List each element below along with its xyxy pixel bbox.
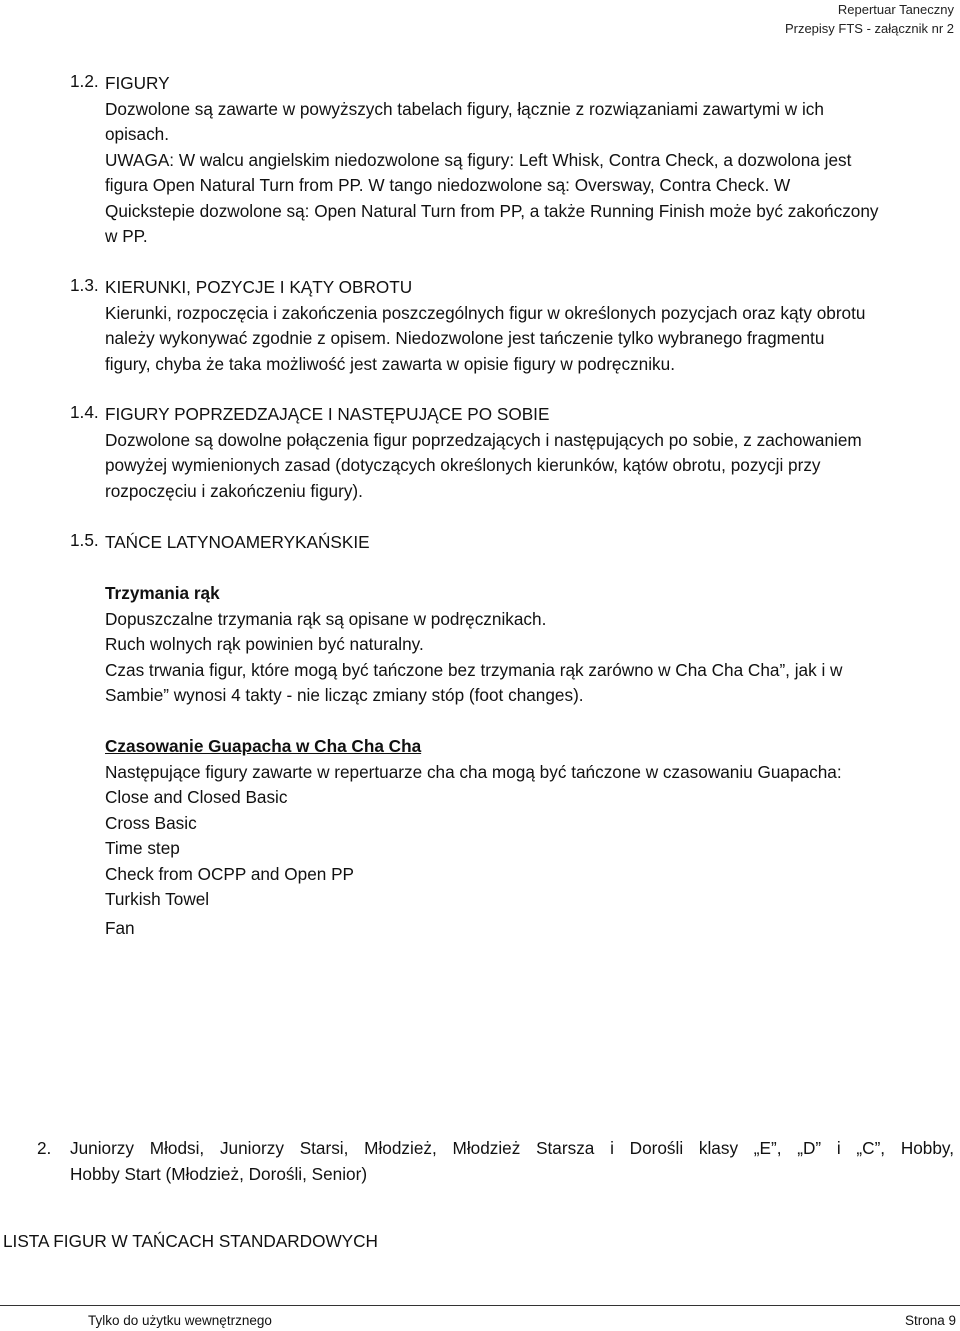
page-number: Strona 9	[904, 1313, 956, 1328]
guapacha-block	[105, 734, 842, 913]
section-text-line: należy wykonywać zgodnie z opisem. Niedozwolone jest tańczenie tylko wybranego fragmentu	[105, 328, 825, 348]
hand-holds-block	[105, 581, 842, 709]
section-text-line: w PP.	[105, 226, 148, 246]
section-1-2	[105, 71, 879, 250]
hand-holds-line: Dopuszczalne trzymania rąk są opisane w podręcznikach.	[105, 608, 547, 629]
section-1-3	[105, 275, 865, 377]
section-2-line: Hobby Start (Młodzież, Dorośli, Senior)	[70, 1163, 368, 1184]
header-subtitle: Przepisy FTS - załącznik nr 2	[784, 21, 954, 36]
figure-item: Turkish Towel	[105, 889, 210, 909]
section-title-1-5: TAŃCE LATYNOAMERYKAŃSKIE	[105, 532, 370, 552]
section-title: FIGURY	[105, 73, 170, 93]
section-text-line: Kierunki, rozpoczęcia i zakończenia poszczególnych figur w określonych pozycjach oraz kąty obrotu	[105, 302, 866, 323]
section-text-line: Dozwolone są zawarte w powyższych tabelach figury, łącznie z rozwiązaniami zawartymi w ich	[105, 98, 824, 119]
section-text-line: Quickstepie dozwolone są: Open Natural Turn from PP, a także Running Finish może być zakończony	[105, 200, 879, 221]
hand-holds-line: Sambie” wynosi 4 takty - nie licząc zmiany stóp (foot changes).	[105, 685, 584, 705]
hand-holds-line: Ruch wolnych rąk powinien być naturalny.	[105, 634, 424, 654]
section-number-2: 2.	[37, 1138, 52, 1158]
section-text-line: figury, chyba że taka możliwość jest zawarta w opisie figury w podręczniku.	[105, 353, 675, 374]
header-title: Repertuar Taneczny	[837, 2, 954, 17]
footer-divider	[0, 1305, 960, 1306]
guapacha-heading: Czasowanie Guapacha w Cha Cha Cha	[105, 736, 422, 756]
section-number-1-5: 1.5.	[70, 530, 99, 550]
section-1-4	[105, 402, 862, 504]
figure-item: Time step	[105, 838, 180, 858]
section-title: FIGURY POPRZEDZAJĄCE I NASTĘPUJĄCE PO SOBIE	[105, 404, 550, 424]
section-number-1-2: 1.2.	[70, 71, 99, 91]
figure-item: Cross Basic	[105, 812, 197, 833]
section-title: KIERUNKI, POZYCJE I KĄTY OBROTU	[105, 277, 413, 297]
list-title: LISTA FIGUR W TAŃCACH STANDARDOWYCH	[3, 1231, 378, 1251]
section-text-line: figura Open Natural Turn from PP. W tango niedozwolone są: Oversway, Contra Check. W	[105, 175, 791, 195]
section-number-1-4: 1.4.	[70, 402, 99, 422]
section-text-line: UWAGA: W walcu angielskim niedozwolone są figury: Left Whisk, Contra Check, a dozwolona jest	[105, 149, 852, 170]
section-text-line: Dozwolone są dowolne połączenia figur poprzedzających i następujących po sobie, z zachowaniem	[105, 429, 862, 450]
section-text-line: rozpoczęciu i zakończeniu figury).	[105, 480, 363, 501]
figure-item: Fan	[105, 918, 135, 938]
figure-item: Check from OCPP and Open PP	[105, 863, 355, 884]
section-text-line: powyżej wymienionych zasad (dotyczących określonych kierunków, kątów obrotu, pozycji przy	[105, 455, 821, 475]
section-number-1-3: 1.3.	[70, 275, 99, 295]
hand-holds-heading: Trzymania rąk	[105, 583, 220, 603]
section-2-line: Juniorzy Młodsi, Juniorzy Starsi, Młodzież, Młodzież Starsza i Dorośli klasy „E”, „D” i „C”, Hobby,	[70, 1138, 954, 1158]
section-2-heading	[70, 1136, 954, 1187]
guapacha-intro: Następujące figury zawarte w repertuarze cha cha mogą być tańczone w czasowaniu Guapacha:	[105, 761, 842, 782]
hand-holds-line: Czas trwania figur, które mogą być tańczone bez trzymania rąk zarówno w Cha Cha Cha”, jak i w	[105, 659, 843, 680]
footer-note: Tylko do użytku wewnętrznego	[88, 1313, 272, 1328]
section-text-line: opisach.	[105, 124, 170, 144]
figure-item: Close and Closed Basic	[105, 787, 288, 807]
